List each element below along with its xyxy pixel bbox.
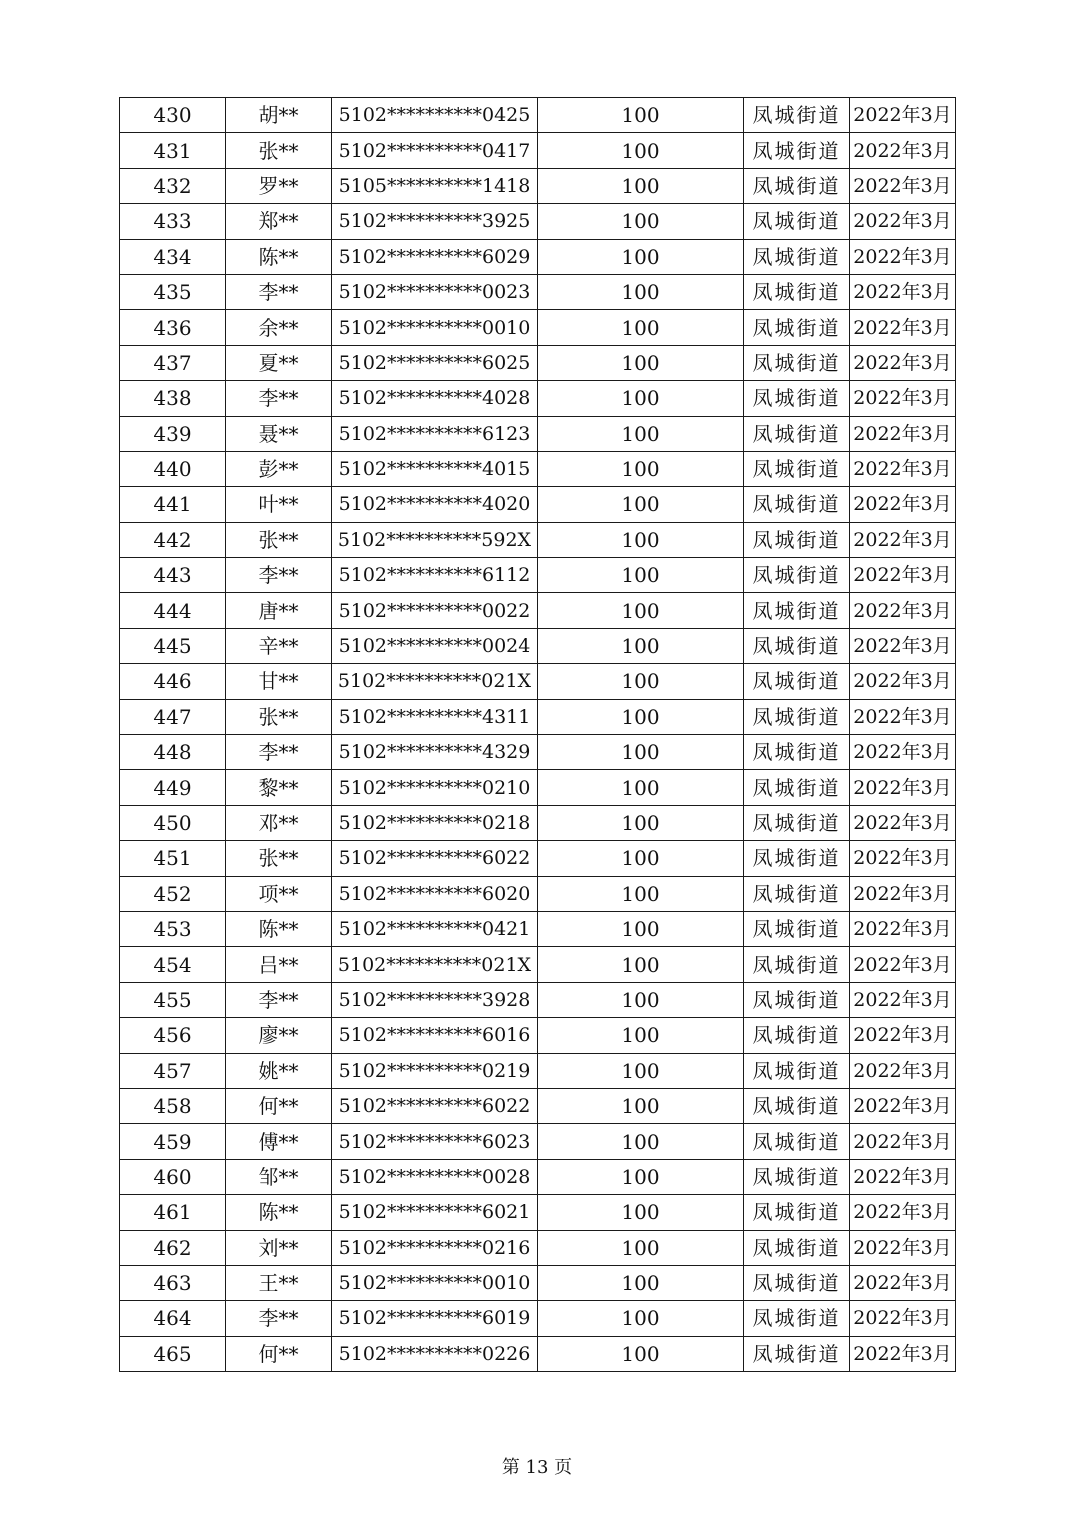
name-cell: 夏** <box>226 345 332 380</box>
amount-cell: 100 <box>538 876 744 911</box>
date-cell: 2022年3月 <box>850 558 956 593</box>
table-row <box>120 133 956 168</box>
table-row <box>120 416 956 451</box>
index-cell: 435 <box>120 274 226 309</box>
id-number-cell: 5102**********0210 <box>332 770 538 805</box>
date-cell: 2022年3月 <box>850 982 956 1017</box>
date-cell: 2022年3月 <box>850 239 956 274</box>
street-cell: 凤城街道 <box>744 664 850 699</box>
index-cell: 441 <box>120 487 226 522</box>
index-cell: 459 <box>120 1124 226 1159</box>
index-cell: 446 <box>120 664 226 699</box>
index-cell: 450 <box>120 805 226 840</box>
street-cell: 凤城街道 <box>744 522 850 557</box>
amount-cell: 100 <box>538 310 744 345</box>
street-cell: 凤城街道 <box>744 168 850 203</box>
street-cell: 凤城街道 <box>744 98 850 133</box>
name-cell: 张** <box>226 522 332 557</box>
street-cell: 凤城街道 <box>744 1018 850 1053</box>
name-cell: 黎** <box>226 770 332 805</box>
index-cell: 463 <box>120 1265 226 1300</box>
name-cell: 唐** <box>226 593 332 628</box>
date-cell: 2022年3月 <box>850 451 956 486</box>
date-cell: 2022年3月 <box>850 487 956 522</box>
table-row <box>120 451 956 486</box>
name-cell: 郑** <box>226 204 332 239</box>
id-number-cell: 5102**********0024 <box>332 628 538 663</box>
date-cell: 2022年3月 <box>850 1159 956 1194</box>
name-cell: 何** <box>226 1336 332 1371</box>
name-cell: 甘** <box>226 664 332 699</box>
table-row <box>120 1159 956 1194</box>
index-cell: 444 <box>120 593 226 628</box>
date-cell: 2022年3月 <box>850 1195 956 1230</box>
id-number-cell: 5102**********021X <box>332 947 538 982</box>
id-number-cell: 5102**********0218 <box>332 805 538 840</box>
table-row <box>120 310 956 345</box>
index-cell: 430 <box>120 98 226 133</box>
table-row <box>120 487 956 522</box>
id-number-cell: 5102**********6023 <box>332 1124 538 1159</box>
table-row <box>120 168 956 203</box>
street-cell: 凤城街道 <box>744 593 850 628</box>
name-cell: 邹** <box>226 1159 332 1194</box>
date-cell: 2022年3月 <box>850 345 956 380</box>
amount-cell: 100 <box>538 1088 744 1123</box>
index-cell: 434 <box>120 239 226 274</box>
index-cell: 457 <box>120 1053 226 1088</box>
date-cell: 2022年3月 <box>850 664 956 699</box>
index-cell: 460 <box>120 1159 226 1194</box>
date-cell: 2022年3月 <box>850 274 956 309</box>
amount-cell: 100 <box>538 522 744 557</box>
table-row <box>120 664 956 699</box>
street-cell: 凤城街道 <box>744 345 850 380</box>
amount-cell: 100 <box>538 593 744 628</box>
name-cell: 吕** <box>226 947 332 982</box>
name-cell: 刘** <box>226 1230 332 1265</box>
street-cell: 凤城街道 <box>744 1195 850 1230</box>
date-cell: 2022年3月 <box>850 876 956 911</box>
name-cell: 邓** <box>226 805 332 840</box>
date-cell: 2022年3月 <box>850 1124 956 1159</box>
street-cell: 凤城街道 <box>744 381 850 416</box>
id-number-cell: 5102**********592X <box>332 522 538 557</box>
date-cell: 2022年3月 <box>850 133 956 168</box>
date-cell: 2022年3月 <box>850 841 956 876</box>
street-cell: 凤城街道 <box>744 204 850 239</box>
name-cell: 叶** <box>226 487 332 522</box>
index-cell: 453 <box>120 911 226 946</box>
amount-cell: 100 <box>538 1018 744 1053</box>
index-cell: 436 <box>120 310 226 345</box>
street-cell: 凤城街道 <box>744 841 850 876</box>
index-cell: 443 <box>120 558 226 593</box>
name-cell: 彭** <box>226 451 332 486</box>
table-row <box>120 1195 956 1230</box>
street-cell: 凤城街道 <box>744 1088 850 1123</box>
amount-cell: 100 <box>538 664 744 699</box>
name-cell: 陈** <box>226 1195 332 1230</box>
amount-cell: 100 <box>538 239 744 274</box>
date-cell: 2022年3月 <box>850 1301 956 1336</box>
id-number-cell: 5102**********0425 <box>332 98 538 133</box>
street-cell: 凤城街道 <box>744 1124 850 1159</box>
name-cell: 傅** <box>226 1124 332 1159</box>
id-number-cell: 5102**********6019 <box>332 1301 538 1336</box>
amount-cell: 100 <box>538 735 744 770</box>
index-cell: 447 <box>120 699 226 734</box>
amount-cell: 100 <box>538 1053 744 1088</box>
table-row <box>120 381 956 416</box>
index-cell: 448 <box>120 735 226 770</box>
street-cell: 凤城街道 <box>744 1336 850 1371</box>
table-row <box>120 558 956 593</box>
records-table <box>119 97 956 1372</box>
amount-cell: 100 <box>538 1265 744 1300</box>
table-row <box>120 876 956 911</box>
date-cell: 2022年3月 <box>850 699 956 734</box>
date-cell: 2022年3月 <box>850 204 956 239</box>
table-row <box>120 699 956 734</box>
date-cell: 2022年3月 <box>850 381 956 416</box>
id-number-cell: 5102**********0022 <box>332 593 538 628</box>
table-row <box>120 1265 956 1300</box>
id-number-cell: 5102**********0216 <box>332 1230 538 1265</box>
name-cell: 李** <box>226 982 332 1017</box>
street-cell: 凤城街道 <box>744 699 850 734</box>
date-cell: 2022年3月 <box>850 770 956 805</box>
amount-cell: 100 <box>538 1124 744 1159</box>
name-cell: 辛** <box>226 628 332 663</box>
amount-cell: 100 <box>538 770 744 805</box>
date-cell: 2022年3月 <box>850 522 956 557</box>
amount-cell: 100 <box>538 1230 744 1265</box>
index-cell: 465 <box>120 1336 226 1371</box>
street-cell: 凤城街道 <box>744 310 850 345</box>
date-cell: 2022年3月 <box>850 168 956 203</box>
table-row <box>120 770 956 805</box>
date-cell: 2022年3月 <box>850 1018 956 1053</box>
id-number-cell: 5102**********6112 <box>332 558 538 593</box>
id-number-cell: 5102**********6022 <box>332 841 538 876</box>
amount-cell: 100 <box>538 841 744 876</box>
street-cell: 凤城街道 <box>744 947 850 982</box>
table-row <box>120 805 956 840</box>
street-cell: 凤城街道 <box>744 805 850 840</box>
table-row <box>120 982 956 1017</box>
id-number-cell: 5102**********0010 <box>332 310 538 345</box>
date-cell: 2022年3月 <box>850 310 956 345</box>
street-cell: 凤城街道 <box>744 416 850 451</box>
id-number-cell: 5102**********6123 <box>332 416 538 451</box>
amount-cell: 100 <box>538 98 744 133</box>
index-cell: 462 <box>120 1230 226 1265</box>
amount-cell: 100 <box>538 982 744 1017</box>
street-cell: 凤城街道 <box>744 1301 850 1336</box>
index-cell: 449 <box>120 770 226 805</box>
index-cell: 432 <box>120 168 226 203</box>
amount-cell: 100 <box>538 1159 744 1194</box>
id-number-cell: 5102**********3928 <box>332 982 538 1017</box>
table-row <box>120 1018 956 1053</box>
street-cell: 凤城街道 <box>744 1053 850 1088</box>
name-cell: 胡** <box>226 98 332 133</box>
id-number-cell: 5102**********6020 <box>332 876 538 911</box>
name-cell: 陈** <box>226 239 332 274</box>
date-cell: 2022年3月 <box>850 1265 956 1300</box>
name-cell: 何** <box>226 1088 332 1123</box>
street-cell: 凤城街道 <box>744 1265 850 1300</box>
name-cell: 李** <box>226 381 332 416</box>
id-number-cell: 5102**********0421 <box>332 911 538 946</box>
index-cell: 456 <box>120 1018 226 1053</box>
amount-cell: 100 <box>538 805 744 840</box>
index-cell: 439 <box>120 416 226 451</box>
id-number-cell: 5102**********0028 <box>332 1159 538 1194</box>
name-cell: 李** <box>226 274 332 309</box>
table-row <box>120 1336 956 1371</box>
id-number-cell: 5102**********021X <box>332 664 538 699</box>
table-row <box>120 522 956 557</box>
date-cell: 2022年3月 <box>850 1336 956 1371</box>
index-cell: 431 <box>120 133 226 168</box>
street-cell: 凤城街道 <box>744 876 850 911</box>
name-cell: 李** <box>226 558 332 593</box>
index-cell: 442 <box>120 522 226 557</box>
id-number-cell: 5102**********6025 <box>332 345 538 380</box>
table-row <box>120 1053 956 1088</box>
id-number-cell: 5102**********4020 <box>332 487 538 522</box>
name-cell: 李** <box>226 735 332 770</box>
name-cell: 张** <box>226 699 332 734</box>
amount-cell: 100 <box>538 628 744 663</box>
index-cell: 464 <box>120 1301 226 1336</box>
index-cell: 452 <box>120 876 226 911</box>
date-cell: 2022年3月 <box>850 1230 956 1265</box>
street-cell: 凤城街道 <box>744 982 850 1017</box>
amount-cell: 100 <box>538 1336 744 1371</box>
table-row <box>120 345 956 380</box>
amount-cell: 100 <box>538 487 744 522</box>
name-cell: 项** <box>226 876 332 911</box>
amount-cell: 100 <box>538 699 744 734</box>
id-number-cell: 5102**********6022 <box>332 1088 538 1123</box>
table-row <box>120 239 956 274</box>
street-cell: 凤城街道 <box>744 451 850 486</box>
date-cell: 2022年3月 <box>850 911 956 946</box>
index-cell: 461 <box>120 1195 226 1230</box>
date-cell: 2022年3月 <box>850 1088 956 1123</box>
index-cell: 438 <box>120 381 226 416</box>
date-cell: 2022年3月 <box>850 1053 956 1088</box>
id-number-cell: 5102**********6029 <box>332 239 538 274</box>
index-cell: 437 <box>120 345 226 380</box>
street-cell: 凤城街道 <box>744 239 850 274</box>
street-cell: 凤城街道 <box>744 911 850 946</box>
date-cell: 2022年3月 <box>850 805 956 840</box>
table-row <box>120 1088 956 1123</box>
street-cell: 凤城街道 <box>744 487 850 522</box>
id-number-cell: 5102**********4015 <box>332 451 538 486</box>
amount-cell: 100 <box>538 381 744 416</box>
date-cell: 2022年3月 <box>850 735 956 770</box>
date-cell: 2022年3月 <box>850 947 956 982</box>
table-row <box>120 593 956 628</box>
date-cell: 2022年3月 <box>850 628 956 663</box>
street-cell: 凤城街道 <box>744 735 850 770</box>
amount-cell: 100 <box>538 274 744 309</box>
name-cell: 罗** <box>226 168 332 203</box>
table-row <box>120 911 956 946</box>
date-cell: 2022年3月 <box>850 98 956 133</box>
amount-cell: 100 <box>538 558 744 593</box>
table-row <box>120 1230 956 1265</box>
amount-cell: 100 <box>538 416 744 451</box>
table-row <box>120 628 956 663</box>
id-number-cell: 5102**********0023 <box>332 274 538 309</box>
index-cell: 454 <box>120 947 226 982</box>
id-number-cell: 5102**********0010 <box>332 1265 538 1300</box>
index-cell: 433 <box>120 204 226 239</box>
amount-cell: 100 <box>538 168 744 203</box>
name-cell: 聂** <box>226 416 332 451</box>
amount-cell: 100 <box>538 947 744 982</box>
table-row <box>120 1124 956 1159</box>
name-cell: 陈** <box>226 911 332 946</box>
id-number-cell: 5102**********4311 <box>332 699 538 734</box>
amount-cell: 100 <box>538 345 744 380</box>
street-cell: 凤城街道 <box>744 770 850 805</box>
id-number-cell: 5102**********0226 <box>332 1336 538 1371</box>
table-row <box>120 98 956 133</box>
id-number-cell: 5102**********4028 <box>332 381 538 416</box>
index-cell: 455 <box>120 982 226 1017</box>
index-cell: 445 <box>120 628 226 663</box>
street-cell: 凤城街道 <box>744 274 850 309</box>
name-cell: 张** <box>226 133 332 168</box>
street-cell: 凤城街道 <box>744 558 850 593</box>
table-row <box>120 735 956 770</box>
name-cell: 姚** <box>226 1053 332 1088</box>
id-number-cell: 5102**********4329 <box>332 735 538 770</box>
street-cell: 凤城街道 <box>744 628 850 663</box>
street-cell: 凤城街道 <box>744 133 850 168</box>
name-cell: 张** <box>226 841 332 876</box>
amount-cell: 100 <box>538 1301 744 1336</box>
id-number-cell: 5105**********1418 <box>332 168 538 203</box>
table-row <box>120 274 956 309</box>
table-row <box>120 204 956 239</box>
table-row <box>120 947 956 982</box>
index-cell: 440 <box>120 451 226 486</box>
id-number-cell: 5102**********0417 <box>332 133 538 168</box>
index-cell: 458 <box>120 1088 226 1123</box>
id-number-cell: 5102**********3925 <box>332 204 538 239</box>
id-number-cell: 5102**********6021 <box>332 1195 538 1230</box>
street-cell: 凤城街道 <box>744 1230 850 1265</box>
table-row <box>120 841 956 876</box>
id-number-cell: 5102**********6016 <box>332 1018 538 1053</box>
name-cell: 余** <box>226 310 332 345</box>
table-row <box>120 1301 956 1336</box>
name-cell: 廖** <box>226 1018 332 1053</box>
id-number-cell: 5102**********0219 <box>332 1053 538 1088</box>
amount-cell: 100 <box>538 204 744 239</box>
records-table-body <box>120 98 956 1372</box>
amount-cell: 100 <box>538 911 744 946</box>
name-cell: 王** <box>226 1265 332 1300</box>
amount-cell: 100 <box>538 133 744 168</box>
name-cell: 李** <box>226 1301 332 1336</box>
amount-cell: 100 <box>538 451 744 486</box>
amount-cell: 100 <box>538 1195 744 1230</box>
index-cell: 451 <box>120 841 226 876</box>
page-number: 第 13 页 <box>501 1457 573 1478</box>
street-cell: 凤城街道 <box>744 1159 850 1194</box>
date-cell: 2022年3月 <box>850 416 956 451</box>
date-cell: 2022年3月 <box>850 593 956 628</box>
